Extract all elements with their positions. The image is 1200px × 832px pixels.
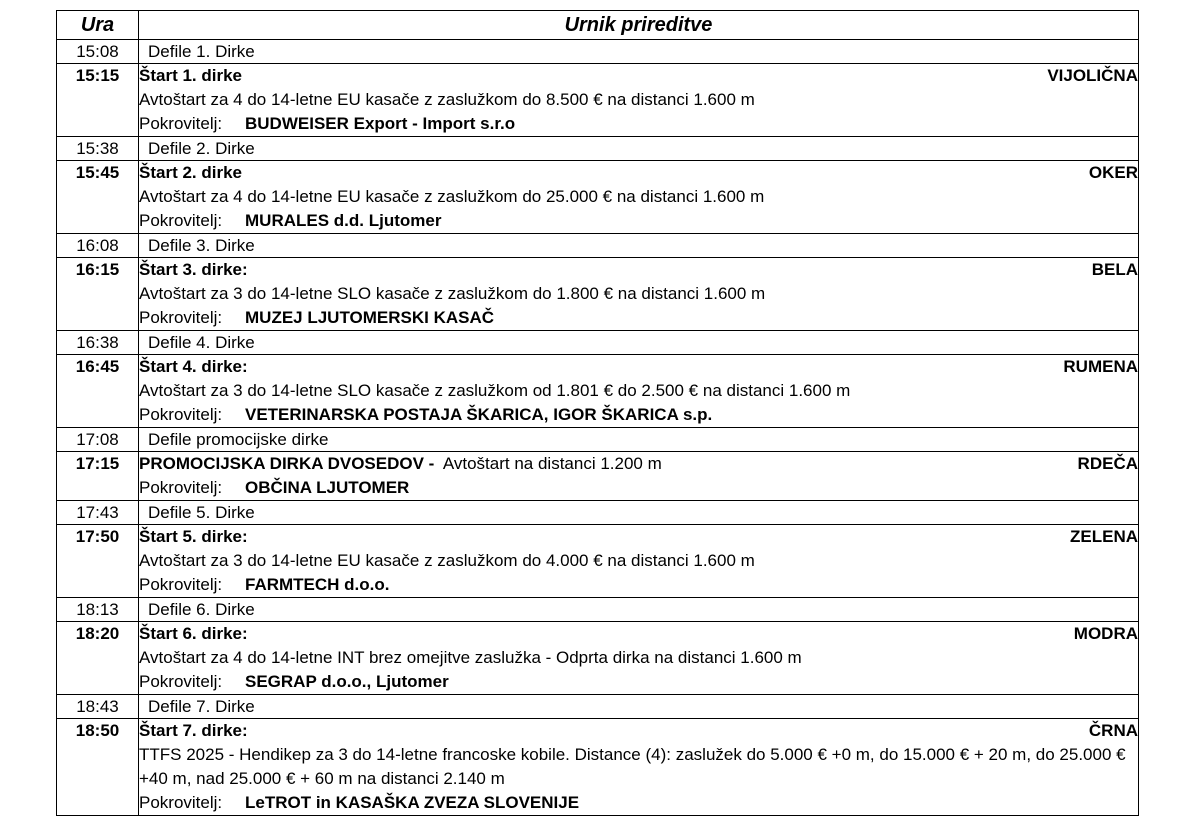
schedule-table (56, 10, 1139, 816)
defile-row (57, 695, 1139, 719)
race-title-line (139, 525, 1138, 549)
defile-cell (139, 40, 1139, 64)
defile-cell (139, 501, 1139, 525)
sponsor-name: BUDWEISER Export - Import s.r.o (245, 114, 516, 133)
race-color-label: ZELENA (1070, 527, 1138, 546)
sponsor-line (139, 112, 1138, 136)
race-row (57, 525, 1139, 598)
defile-row (57, 331, 1139, 355)
race-description: Avtoštart za 3 do 14-letne SLO kasače z zaslužkom od 1.801 € do 2.500 € na distanci 1.600 m (139, 381, 851, 400)
race-title: Štart 7. dirke: (139, 721, 248, 740)
race-details (139, 161, 1139, 234)
race-description: Avtoštart za 4 do 14-letne EU kasače z zaslužkom do 25.000 € na distanci 1.600 m (139, 187, 765, 206)
defile-row (57, 598, 1139, 622)
race-details (139, 525, 1139, 598)
race-color-label: OKER (1088, 163, 1138, 182)
race-row (57, 355, 1139, 428)
defile-row (57, 137, 1139, 161)
defile-cell (139, 234, 1139, 258)
sponsor-line (139, 306, 1138, 330)
race-title-line (139, 64, 1138, 88)
defile-time: 15:38 (57, 137, 139, 161)
sponsor-line (139, 403, 1138, 427)
defile-time: 16:38 (57, 331, 139, 355)
sponsor-label: Pokrovitelj: (139, 405, 223, 424)
race-time: 17:50 (57, 525, 139, 598)
race-details (139, 622, 1139, 695)
header-row (57, 11, 1139, 40)
sponsor-name: FARMTECH d.o.o. (245, 575, 390, 594)
race-description: Avtoštart za 4 do 14-letne INT brez omejitve zaslužka - Odprta dirka na distanci 1.600 m (139, 648, 802, 667)
sponsor-name: SEGRAP d.o.o., Ljutomer (245, 672, 449, 691)
defile-time: 18:43 (57, 695, 139, 719)
defile-cell (139, 598, 1139, 622)
race-row (57, 258, 1139, 331)
race-description: Avtoštart na distanci 1.200 m (442, 454, 662, 473)
sponsor-line (139, 573, 1138, 597)
race-title-line (139, 719, 1138, 743)
defile-row (57, 501, 1139, 525)
defile-row (57, 234, 1139, 258)
sponsor-name: MURALES d.d. Ljutomer (245, 211, 442, 230)
sponsor-label: Pokrovitelj: (139, 793, 223, 812)
sponsor-line (139, 209, 1138, 233)
race-title-line (139, 622, 1138, 646)
race-title-line (139, 355, 1138, 379)
program-column-header: Urnik prireditve (139, 11, 1139, 40)
defile-row (57, 40, 1139, 64)
race-description: Avtoštart za 4 do 14-letne EU kasače z zaslužkom do 8.500 € na distanci 1.600 m (139, 90, 755, 109)
defile-time: 18:13 (57, 598, 139, 622)
sponsor-label: Pokrovitelj: (139, 211, 223, 230)
race-title-line (139, 258, 1138, 282)
race-details (139, 452, 1139, 501)
defile-row (57, 428, 1139, 452)
sponsor-label: Pokrovitelj: (139, 478, 223, 497)
sponsor-label: Pokrovitelj: (139, 308, 223, 327)
sponsor-label: Pokrovitelj: (139, 575, 223, 594)
race-title: Štart 6. dirke: (139, 624, 248, 643)
race-color-label: ČRNA (1088, 721, 1138, 740)
race-details (139, 355, 1139, 428)
sponsor-label: Pokrovitelj: (139, 114, 223, 133)
race-row (57, 622, 1139, 695)
defile-text: Defile 7. Dirke (148, 697, 255, 716)
race-title: PROMOCIJSKA DIRKA DVOSEDOV - (139, 454, 435, 473)
race-color-label: BELA (1091, 260, 1138, 279)
race-time: 15:15 (57, 64, 139, 137)
sponsor-line (139, 791, 1138, 815)
defile-cell (139, 331, 1139, 355)
race-description: Avtoštart za 3 do 14-letne SLO kasače z zaslužkom do 1.800 € na distanci 1.600 m (139, 284, 766, 303)
race-details (139, 258, 1139, 331)
race-row (57, 161, 1139, 234)
sponsor-name: MUZEJ LJUTOMERSKI KASAČ (245, 308, 495, 327)
defile-time: 15:08 (57, 40, 139, 64)
race-title-line (139, 452, 1138, 476)
defile-time: 17:08 (57, 428, 139, 452)
defile-cell (139, 695, 1139, 719)
race-color-label: RDEČA (1077, 454, 1138, 473)
defile-text: Defile 1. Dirke (148, 42, 255, 61)
time-column-header: Ura (57, 11, 139, 40)
sponsor-name: VETERINARSKA POSTAJA ŠKARICA, IGOR ŠKARICA s.p. (245, 405, 713, 424)
defile-cell (139, 137, 1139, 161)
race-time: 18:50 (57, 719, 139, 816)
race-title-line (139, 161, 1138, 185)
sponsor-line (139, 670, 1138, 694)
race-time: 16:45 (57, 355, 139, 428)
sponsor-line (139, 476, 1138, 500)
race-color-label: VIJOLIČNA (1047, 66, 1138, 85)
defile-time: 17:43 (57, 501, 139, 525)
race-color-label: MODRA (1073, 624, 1138, 643)
defile-text: Defile promocijske dirke (148, 430, 329, 449)
defile-text: Defile 4. Dirke (148, 333, 255, 352)
race-title: Štart 3. dirke: (139, 260, 248, 279)
defile-text: Defile 5. Dirke (148, 503, 255, 522)
race-description: TTFS 2025 - Hendikep za 3 do 14-letne francoske kobile. Distance (4): zaslužek do 5.000 € +0 m, do 15.000 € + 20 m, do 25.000 € +40 m, nad 25.000 € + 60 m na distanci 2.140 m (139, 745, 1126, 788)
defile-time: 16:08 (57, 234, 139, 258)
race-details (139, 64, 1139, 137)
sponsor-name: LeTROT in KASAŠKA ZVEZA SLOVENIJE (245, 793, 580, 812)
race-row (57, 452, 1139, 501)
race-row (57, 64, 1139, 137)
race-description: Avtoštart za 3 do 14-letne EU kasače z zaslužkom do 4.000 € na distanci 1.600 m (139, 551, 755, 570)
defile-text: Defile 3. Dirke (148, 236, 255, 255)
race-time: 16:15 (57, 258, 139, 331)
race-time: 15:45 (57, 161, 139, 234)
race-title: Štart 1. dirke (139, 66, 242, 85)
race-title: Štart 2. dirke (139, 163, 242, 182)
race-time: 17:15 (57, 452, 139, 501)
sponsor-name: OBČINA LJUTOMER (245, 478, 410, 497)
race-color-label: RUMENA (1063, 357, 1138, 376)
race-details (139, 719, 1139, 816)
race-title: Štart 4. dirke: (139, 357, 248, 376)
race-row (57, 719, 1139, 816)
defile-text: Defile 2. Dirke (148, 139, 255, 158)
defile-cell (139, 428, 1139, 452)
race-title: Štart 5. dirke: (139, 527, 248, 546)
race-time: 18:20 (57, 622, 139, 695)
sponsor-label: Pokrovitelj: (139, 672, 223, 691)
defile-text: Defile 6. Dirke (148, 600, 255, 619)
